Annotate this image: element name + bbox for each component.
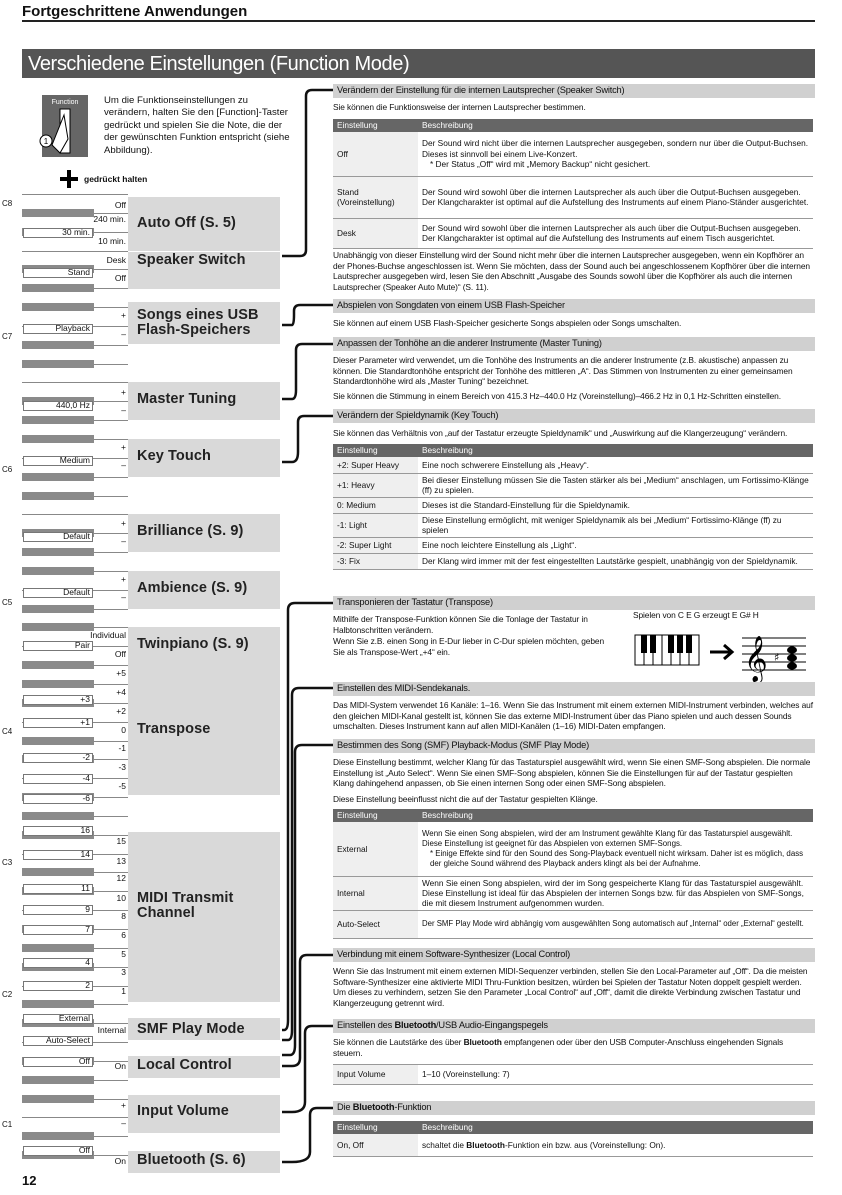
- section-master-tuning-range: Sie können die Stimmung in einem Bereich von 415.3 Hz–440.0 Hz (Voreinstellung)–466.2 Hz in 0,1 Hz-Schritten einstellen.: [333, 391, 781, 401]
- key-value-label: -1: [118, 743, 126, 753]
- fn-local-control: Local Control: [137, 1057, 232, 1073]
- key-value-label: External: [58, 1013, 90, 1023]
- octave-label: C8: [2, 199, 13, 208]
- key-value-label: –: [121, 405, 126, 415]
- input-volume-table: [333, 1064, 813, 1085]
- section-master-tuning-title: Anpassen der Tonhöhe an die anderer Instrumente (Master Tuning): [333, 337, 815, 351]
- key-value-label: 1: [121, 986, 126, 996]
- table-value: Der Sound wird nicht über die internen Lautsprecher ausgegeben, sondern nur über die Output-Buchsen. Dieses ist sinnvoll bei einem Live-Konzert. * Der Status „Off“ wird mit „Memory Backup“ nicht gesichert.: [418, 132, 813, 176]
- fn-key-touch: Key Touch: [137, 448, 211, 464]
- key-value-label: -5: [118, 781, 126, 791]
- key-value-label: 0: [121, 725, 126, 735]
- section-master-tuning-text: Dieser Parameter wird verwendet, um die Tonhöhe des Instruments an die anderer Instrumente (z.B. akustische) anpassen zu können. Die Standardtonhöhe entspricht der Tonhöhe des mittleren „A“. Das Stimmen von Instrumenten zu einer gemeinsamen Standardtonhöhe wird als „Master Tuning“ bezeichnet.: [333, 355, 793, 387]
- key-value-label: 13: [116, 856, 126, 866]
- key-value-label: 30 min.: [62, 227, 90, 237]
- key-value-label: Individual: [90, 630, 126, 640]
- running-header: Fortgeschrittene Anwendungen: [22, 3, 248, 20]
- key-value-label: –: [121, 329, 126, 339]
- section-midi-title: Einstellen des MIDI-Sendekanals.: [333, 682, 815, 696]
- key-value-label: 5: [121, 949, 126, 959]
- table-key: Internal: [333, 876, 418, 910]
- key-value-label: +: [121, 518, 126, 528]
- table-value: Wenn Sie einen Song abspielen, wird der am Instrument gewählte Klang für das Tastaturspiel ausgewählt. Diese Einstellung ist geeignet für das Abspielen von externen SMF-Songs. * Einige Effekte sind für den Sound des Song-Playback eventuell nicht wirksam. Daher ist es möglich, dass der gleiche Sound während des Playback anders klingt als bei der Aufnahme.: [418, 822, 813, 876]
- section-speaker-switch-title: Verändern der Einstellung für die internen Lautsprecher (Speaker Switch): [333, 84, 815, 98]
- octave-label: C1: [2, 1120, 13, 1129]
- key-value-label: 10 min.: [98, 236, 126, 246]
- section-transpose-text: Mithilfe der Transpose-Funktion können Sie die Tonlage der Tastatur in Halbtonschritten verändern.: [333, 614, 588, 635]
- table-key: External: [333, 822, 418, 876]
- section-smf-title: Bestimmen des Song (SMF) Playback-Modus (SMF Play Mode): [333, 739, 815, 753]
- transpose-illustration: [634, 624, 809, 689]
- table-value: Bei dieser Einstellung müssen Sie die Tasten stärker als bei „Medium“ anschlagen, um Fortissimo-Klänge (ff) zu spielen.: [418, 473, 813, 497]
- key-value-label: Playback: [55, 323, 90, 333]
- key-value-label: 440,0 Hz: [55, 400, 90, 410]
- table-value: Wenn Sie einen Song abspielen, wird der im Song gespeicherte Klang für das Tastaturspiel ausgewählt. Diese Einstellung ist ideal für das Abspielen der internen Songs bzw. für das Abspielen von SMF-Songs, die mit diesem Instrument aufgenommen wurden.: [418, 876, 813, 910]
- table-key: Stand (Voreinstellung): [333, 176, 418, 218]
- key-value-label: Medium: [59, 455, 90, 465]
- table-key: Desk: [333, 218, 418, 248]
- key-value-label: 12: [116, 873, 126, 883]
- key-value-label: 2: [85, 980, 90, 990]
- table-value: 1–10 (Voreinstellung: 7): [418, 1065, 813, 1085]
- key-value-label: +: [121, 310, 126, 320]
- key-value-label: +: [121, 387, 126, 397]
- page-number: 12: [22, 1173, 37, 1188]
- fn-bluetooth: Bluetooth (S. 6): [137, 1152, 246, 1168]
- section-transpose-title: Transponieren der Tastatur (Transpose): [333, 596, 815, 610]
- key-value-label: –: [121, 1118, 126, 1128]
- key-value-label: –: [121, 460, 126, 470]
- octave-label: C5: [2, 598, 13, 607]
- key-value-label: +5: [116, 668, 126, 678]
- key-value-label: +3: [80, 694, 90, 704]
- key-value-label: -4: [82, 773, 90, 783]
- key-value-label: +: [121, 442, 126, 452]
- fn-ambience: Ambience (S. 9): [137, 580, 248, 596]
- section-bluetooth-title: Die Bluetooth-Funktion: [333, 1101, 815, 1115]
- key-value-label: 9: [85, 904, 90, 914]
- key-value-label: 14: [80, 849, 90, 859]
- key-value-label: Desk: [106, 255, 126, 265]
- section-local-control-text: Wenn Sie das Instrument mit einem externen MIDI-Sequenzer verbinden, stellen Sie den Local-Parameter auf „Off“. Da die meisten Software-Synthesizer eine aktivierte MIDI Thru-Funktion besitzen, würden bei Spielen der Tastatur Noten doppelt gespielt werden. Um dieses zu verhindern, setzen Sie den Parameter „Local Control“ auf „Off“, damit die direkte Verbindung zwischen Tastatur und Klangerzeugung getrennt wird.: [333, 966, 808, 1008]
- key-value-label: +4: [116, 687, 126, 697]
- octave-label: C7: [2, 332, 13, 341]
- key-value-label: On: [114, 1061, 126, 1071]
- key-value-label: 16: [80, 825, 90, 835]
- key-value-label: Off: [114, 200, 126, 210]
- key-value-label: On: [114, 1156, 126, 1166]
- key-value-label: -3: [118, 762, 126, 772]
- fn-twinpiano: Twinpiano (S. 9): [137, 636, 249, 652]
- table-header: Einstellung: [333, 444, 418, 457]
- table-key: +2: Super Heavy: [333, 457, 418, 473]
- table-value: Dieses ist die Standard-Einstellung für die Spieldynamik.: [418, 497, 813, 513]
- function-button-label: Function: [51, 99, 79, 106]
- table-key: Auto-Select: [333, 910, 418, 938]
- key-value-label: Off: [78, 1145, 90, 1155]
- fn-speaker-switch: Speaker Switch: [137, 252, 246, 268]
- section-usb-text: Sie können auf einem USB Flash-Speicher gesicherte Songs abspielen oder Songs umschalten.: [333, 318, 682, 328]
- table-value: Der Sound wird sowohl über die internen Lautsprecher als auch über die Output-Buchsen ausgegeben. Der Klangcharakter ist optimal auf die Aufstellung des Instruments auf einem Tisch ausgerichtet.: [418, 218, 813, 248]
- section-smf-text2: Diese Einstellung beeinflusst nicht die auf der Tastatur gespielten Klänge.: [333, 794, 598, 804]
- key-value-label: Default: [63, 531, 90, 541]
- key-value-label: Off: [114, 649, 126, 659]
- key-value-label: +: [121, 574, 126, 584]
- section-key-touch-text: Sie können das Verhältnis von „auf der Tastatur erzeugte Spieldynamik“ und „Auswirkung auf die Klangerzeugung“ verändern.: [333, 428, 788, 438]
- table-header: Einstellung: [333, 1121, 418, 1134]
- fn-input-volume: Input Volume: [137, 1103, 229, 1119]
- fn-transpose: Transpose: [137, 721, 211, 737]
- key-value-label: 240 min.: [93, 214, 126, 224]
- table-key: -1: Light: [333, 513, 418, 537]
- fn-smf-play-mode: SMF Play Mode: [137, 1021, 245, 1037]
- section-banner: Verschiedene Einstellungen (Function Mode): [22, 49, 815, 78]
- section-local-control-title: Verbindung mit einem Software-Synthesizer (Local Control): [333, 948, 815, 962]
- key-value-label: Internal: [97, 1025, 126, 1035]
- key-value-label: 8: [121, 911, 126, 921]
- table-value: Eine noch schwerere Einstellung als „Heavy“.: [418, 457, 813, 473]
- table-key: -2: Super Light: [333, 537, 418, 553]
- speaker-switch-table: [333, 119, 813, 249]
- key-value-label: -2: [82, 752, 90, 762]
- table-value: Der SMF Play Mode wird abhängig vom ausgewählten Song automatisch auf „Internal“ oder „External“ gestellt.: [418, 910, 813, 938]
- table-header: Einstellung: [333, 119, 418, 132]
- key-value-label: -6: [82, 793, 90, 803]
- table-header: Beschreibung: [418, 444, 813, 457]
- table-key: On, Off: [333, 1134, 418, 1156]
- key-value-label: +1: [80, 717, 90, 727]
- table-key: -3: Fix: [333, 553, 418, 569]
- section-input-level-text: Sie können die Lautstärke des über Bluetooth empfangenen oder über den USB Computer-Anschluss eingehenden Signals steuern.: [333, 1037, 784, 1058]
- svg-text:𝄞: 𝄞: [744, 636, 768, 682]
- section-smf-text: Diese Einstellung bestimmt, welcher Klang für das Tastaturspiel ausgewählt wird, wenn Sie einen SMF-Song abspielen. Die normale Einstellung ist „Auto Select“. Wenn Sie einen SMF-Song abspielen, können Sie die Einstellungen für auf der Tastatur gespielten Klang dahingehend anpassen, ob Sie einen internen Song oder einen SMF-Song abspielen.: [333, 757, 811, 789]
- svg-text:♯: ♯: [774, 651, 780, 664]
- key-value-label: 4: [85, 957, 90, 967]
- key-value-label: Off: [114, 273, 126, 283]
- key-touch-table: [333, 444, 813, 570]
- table-key: +1: Heavy: [333, 473, 418, 497]
- key-value-label: Auto-Select: [46, 1035, 90, 1045]
- section-input-level-title: Einstellen des Bluetooth/USB Audio-Eingangspegels: [333, 1019, 815, 1033]
- key-value-label: Off: [78, 1056, 90, 1066]
- key-value-label: –: [121, 592, 126, 602]
- key-value-label: 6: [121, 930, 126, 940]
- key-value-label: 15: [116, 836, 126, 846]
- key-value-label: 3: [121, 967, 126, 977]
- table-header: Beschreibung: [418, 809, 813, 822]
- section-key-touch-title: Verändern der Spieldynamik (Key Touch): [333, 409, 815, 423]
- table-value: Eine noch leichtere Einstellung als „Light“.: [418, 537, 813, 553]
- intro-text: Um die Funktionseinstellungen zu verändern, halten Sie den [Function]-Taster gedrückt und spielen Sie die Note, die der der gewünschten Funktion entspricht (siehe Abbildung).: [104, 95, 290, 156]
- section-usb-title: Abspielen von Songdaten von einem USB Flash-Speicher: [333, 299, 815, 313]
- key-value-label: +: [121, 1100, 126, 1110]
- bluetooth-table: [333, 1121, 813, 1157]
- speaker-switch-note: Unabhängig von dieser Einstellung wird der Sound nicht mehr über die internen Lautsprecher ausgegeben, wenn ein Kopfhörer an der Phones-Buchse angeschlossen ist. Wenn Sie möchten, dass der Sound auch bei angeschlossenem Kopfhörer über die internen Lautsprecher ausgegeben wird, lesen Sie den Abschnitt „Ausgabe des Sounds sowohl über die Kopfhörer als auch die internen Lautsprecher (Speaker Auto Mute)“ (S. 11).: [333, 250, 810, 292]
- table-header: Beschreibung: [418, 119, 813, 132]
- fn-master-tuning: Master Tuning: [137, 391, 237, 407]
- step-number: 1: [43, 137, 49, 146]
- transpose-example-caption: Spielen von C E G erzeugt E G# H: [633, 610, 759, 620]
- octave-label: C4: [2, 727, 13, 736]
- table-header: Beschreibung: [418, 1121, 813, 1134]
- key-value-label: –: [121, 536, 126, 546]
- fn-midi-transmit: MIDI Transmit Channel: [137, 890, 234, 921]
- octave-label: C3: [2, 858, 13, 867]
- smf-table: [333, 809, 813, 939]
- table-value: schaltet die Bluetooth-Funktion ein bzw. aus (Voreinstellung: On).: [418, 1134, 813, 1156]
- hold-pressed-label: gedrückt halten: [84, 174, 148, 184]
- table-value: Der Sound wird sowohl über die internen Lautsprecher als auch über die Output-Buchsen ausgegeben. Der Klangcharakter ist optimal auf die Aufstellung des Instruments auf einem Piano-Ständer ausgerichtet.: [418, 176, 813, 218]
- key-value-label: Stand: [67, 267, 90, 277]
- key-value-label: +2: [116, 706, 126, 716]
- table-key: 0: Medium: [333, 497, 418, 513]
- key-value-label: 11: [81, 883, 90, 893]
- fn-auto-off: Auto Off (S. 5): [137, 215, 236, 231]
- table-value: Der Klang wird immer mit der fest eingestellten Lautstärke gespielt, unabhängig von der Spieldynamik.: [418, 553, 813, 569]
- section-transpose-example-text: Wenn Sie z.B. einen Song in E-Dur lieber in C-Dur spielen möchten, geben Sie als Transpose-Wert „+4“ ein.: [333, 636, 605, 657]
- table-value: Diese Einstellung ermöglicht, mit weniger Spieldynamik als bei „Medium“ Fortissimo-Klänge (ff) zu spielen: [418, 513, 813, 537]
- key-value-label: 10: [116, 893, 126, 903]
- key-value-label: Default: [63, 587, 90, 597]
- table-key: Off: [333, 132, 418, 176]
- octave-label: C6: [2, 465, 13, 474]
- section-midi-text: Das MIDI-System verwendet 16 Kanäle: 1–16. Wenn Sie das Instrument mit einem externen MIDI-Instrument verbinden, welches auf den gleichen MIDI-Kanal gestellt ist, können Sie das externe MIDI-Instrument über das Piano spielen und auch dessen Sounds umschalten. Dieses Instrument kann auf allen MIDI-Kanälen (1–16) MIDI-Daten empfangen.: [333, 700, 813, 732]
- table-key: Input Volume: [333, 1065, 418, 1085]
- key-value-label: Pair: [74, 640, 90, 650]
- table-header: Einstellung: [333, 809, 418, 822]
- section-speaker-switch-text: Sie können die Funktionsweise der internen Lautsprecher bestimmen.: [333, 102, 586, 112]
- fn-usb-songs: Songs eines USB Flash-Speichers: [137, 307, 259, 338]
- key-value-label: 7: [85, 924, 90, 934]
- octave-label: C2: [2, 990, 13, 999]
- fn-brilliance: Brilliance (S. 9): [137, 523, 244, 539]
